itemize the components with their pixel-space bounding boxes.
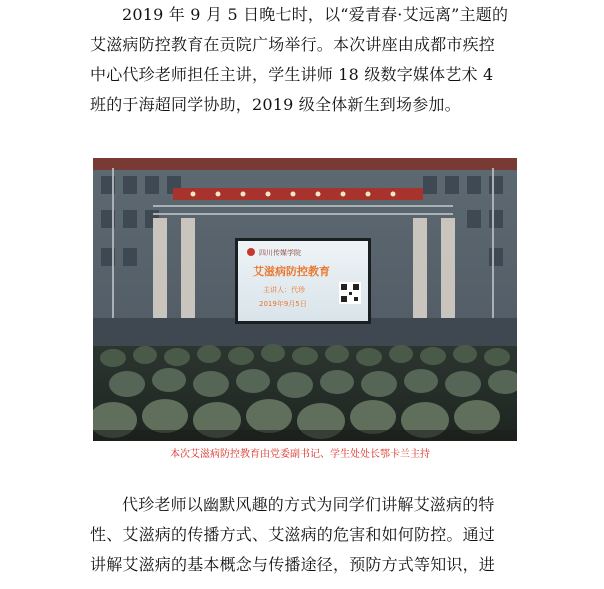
photo-caption: 本次艾滋病防控教育由党委副书记、学生处处长鄂卡兰主持: [170, 449, 430, 460]
screen-speaker: 主讲人：代珍: [263, 286, 305, 294]
body-paragraph: 代珍老师以幽默风趣的方式为同学们讲解艾滋病的特性、艾滋病的传播方式、艾滋病的危害和如何防控。通过讲解艾滋病的基本概念与传播途径，预防方式等知识，进: [90, 495, 496, 574]
intro-paragraph: 2019 年 9 月 5 日晚七时，以“爱青春·艾远离”主题的艾滋病防控教育在贡院广场举行。本次讲座由成都市疾控中心代珍老师担任主讲，学生讲师 18 级数字媒体艺术 4 班的于海超同学协助，2019 级全体新生到场参加。: [90, 5, 509, 114]
screen-date: 2019年9月5日: [259, 300, 307, 308]
screen-school-name: 四川传媒学院: [259, 249, 301, 257]
event-photo: [93, 158, 517, 441]
screen-title: 艾滋病防控教育: [253, 265, 330, 278]
